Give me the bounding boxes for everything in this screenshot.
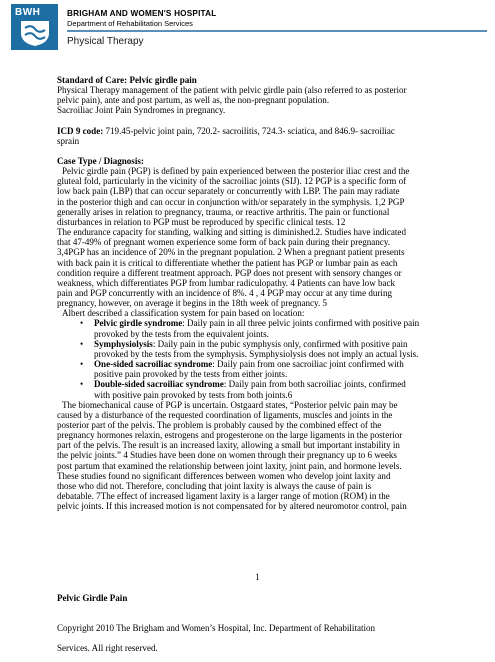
- text-line: The biomechanical cause of PGP is uncertain. Ostgaard states, “Posterior pelvic pain may be: [62, 399, 398, 410]
- text-line: disturbances in relation to PGP must be reproduced by specific clinical tests. 12: [57, 216, 346, 227]
- text-line: pregnancy hormones relaxin, estrogens and progesterone on the large ligaments in the posterior: [57, 430, 403, 441]
- page-number: 1: [255, 572, 260, 582]
- biomechanics-paragraph: [57, 400, 487, 512]
- running-title: Pelvic Girdle Pain: [57, 593, 128, 604]
- document-title: Standard of Care: Pelvic girdle pain: [57, 75, 197, 85]
- text-line: posterior part of the pelvis. The problem is probably caused by the combined effect of the: [57, 420, 382, 430]
- text-line: These studies found no significant differences between women who develop joint laxity and: [57, 470, 391, 481]
- page-footer: [57, 584, 477, 662]
- text-line: 3,4PGP has an incidence of 20% in the pregnant population. 2 When a pregnant patient presents: [57, 247, 405, 258]
- bullet-icon: •: [80, 318, 84, 329]
- letterhead: [11, 4, 481, 64]
- text-line: condition require a different treatment approach. PGP does not present with sensory changes or: [57, 267, 402, 278]
- text-line: weakness, which differentiates PGP from lumbar radiculopathy. 4 Patients can have low back: [57, 277, 396, 288]
- text-line: pregnancy, however, on average it begins in the 18th week of pregnancy. 5: [57, 298, 328, 309]
- classification-list: [57, 318, 487, 399]
- shield-icon: [19, 19, 51, 47]
- list-item: [57, 318, 487, 338]
- text-line: debatable. 7The effect of increased ligament laxity is a larger range of motion (ROM) in the: [57, 491, 390, 502]
- text-line: the pelvic joints.” 4 Studies have been done on women through their pregnancy up to 6 weeks: [57, 450, 397, 461]
- icd-line: sprain: [57, 135, 80, 146]
- text-line: pain and PGP concurrently with an incidence of 8%. 4 , 4 PGP may occur at any time during: [57, 287, 392, 298]
- text-line: post partum that examined the relationship between joint laxity, joint pain, and hormone levels.: [57, 460, 402, 471]
- section-heading: Case Type / Diagnosis:: [57, 155, 144, 166]
- bullet-icon: •: [80, 338, 84, 349]
- intro-line: pelvic pain), ante and post partum, as well as, the non-pregnant population.: [57, 95, 330, 106]
- text-line: part of the pelvis. The result is an increased laxity, allowing a small but important instability in: [57, 440, 400, 451]
- header-divider: [67, 30, 487, 32]
- text-line: that 47-49% of pregnant women experience some form of back pain during their pregnancy.: [57, 237, 391, 248]
- copyright-line: Services. All right reserved.: [57, 642, 158, 653]
- list-item: [57, 339, 487, 359]
- text-line: generally arises in relation to pregnancy, trauma, or reactive arthritis. The pain or functional: [57, 206, 390, 217]
- text-line: The endurance capacity for standing, walking and sitting is diminished.2. Studies have indicated: [57, 227, 406, 238]
- list-term: One-sided sacroiliac syndrome: [94, 359, 213, 370]
- list-text: provoked by the tests from the equivalent joints.: [94, 328, 269, 339]
- text-line: in the posterior thigh and can occur in conjunction with/or separately in the symphysis. 1,2 PGP: [57, 196, 405, 207]
- icd-label: ICD 9 code:: [57, 125, 104, 136]
- bwh-logo: [11, 4, 58, 50]
- list-text: : Daily pain in the pubic symphysis only, confirmed with positive pain: [152, 338, 408, 349]
- icd-codes: 719.45-pelvic joint pain, 720.2- sacroilitis, 724.3- sciatica, and 846.9- sacroiliac: [103, 125, 395, 136]
- intro-line: Physical Therapy management of the patient with pelvic girdle pain (also referred to as posterior: [57, 85, 407, 96]
- text-line: Pelvic girdle pain (PGP) is defined by pain experienced between the posterior iliac crest and the: [62, 166, 410, 177]
- list-term: Symphysiolysis: [94, 338, 153, 349]
- list-term: Double-sided sacroiliac syndrome: [94, 379, 224, 390]
- list-item: [57, 379, 487, 399]
- bullet-icon: •: [80, 359, 84, 370]
- list-item: [57, 359, 487, 379]
- list-text: : Daily pain from both sacroiliac joints, confirmed: [223, 379, 406, 390]
- intro-line: Sacroiliac Joint Pain Syndromes in pregnancy.: [57, 105, 226, 116]
- text-line: low back pain (LBP) that can occur separately or concurrently with LBP. The pain may radiate: [57, 186, 400, 197]
- list-text: : Daily pain from one sacroiliac joint confirmed with: [212, 359, 404, 370]
- text-line: caused by a disturbance of the requested coordination of ligaments, muscles and joints in the: [57, 409, 393, 420]
- text-line: with back pain it is critical to differentiate whether the patient has PGP or lumbar pain as each: [57, 257, 398, 268]
- text-line: Albert described a classification system for pain based on location:: [62, 308, 305, 319]
- section-name: Physical Therapy: [67, 36, 144, 47]
- list-term: Pelvic girdle syndrome: [94, 318, 183, 329]
- department-name: Department of Rehabilitation Services: [67, 19, 193, 28]
- text-line: those who did not. Therefore, concluding that joint laxity is always the cause of pain is: [57, 480, 372, 491]
- icd-line: [57, 126, 487, 136]
- text-line: pelvic joints. If this increased motion is not compensated for by altered neuromotor control, pain: [57, 501, 407, 512]
- copyright-line: Copyright 2010 The Brigham and Women’s Hospital, Inc. Department of Rehabilitation: [57, 623, 376, 634]
- document-body: [57, 75, 487, 511]
- logo-text: BWH: [15, 7, 41, 18]
- diagnosis-paragraph: [57, 166, 487, 318]
- bullet-icon: •: [80, 379, 84, 390]
- hospital-name: BRIGHAM AND WOMEN'S HOSPITAL: [67, 9, 217, 18]
- list-text: : Daily pain in all three pelvic joints confirmed with positive pain: [182, 318, 420, 329]
- text-line: gluteal fold, particularly in the vicinity of the sacroiliac joints (SIJ). 12 PGP is a specific form of: [57, 176, 407, 187]
- list-text: provoked by the tests from the symphysis. Symphysiolysis does not imply an actual lysis.: [94, 348, 419, 359]
- list-text: with positive pain provoked by tests from both joints.6: [94, 389, 293, 400]
- list-text: positive pain provoked by the tests from either joints.: [94, 369, 288, 380]
